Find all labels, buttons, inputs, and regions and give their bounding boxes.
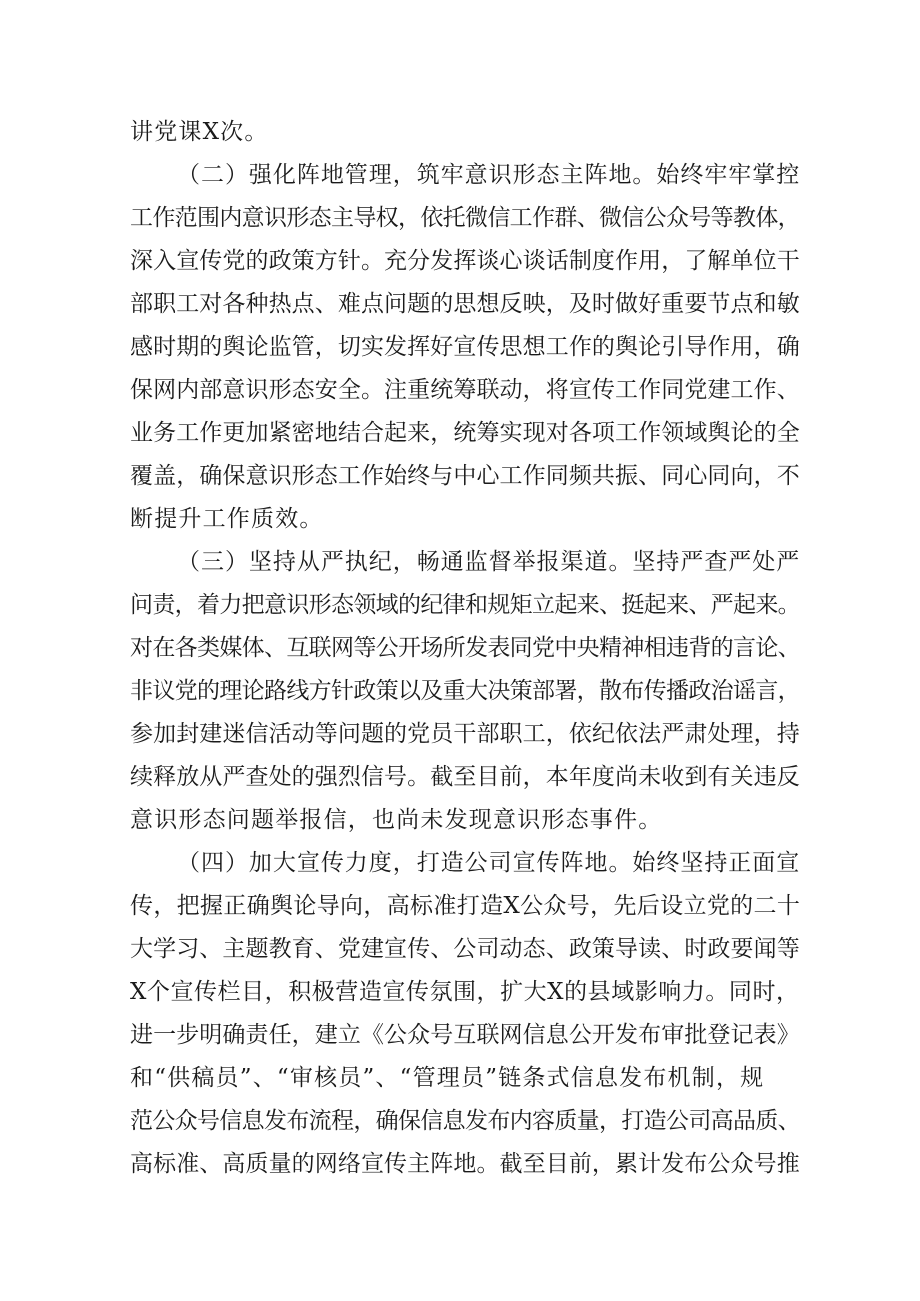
text-line: 大学习、主题教育、党建宣传、公司动态、政策导读、时政要闻等: [130, 936, 800, 962]
text-line: 保网内部意识形态安全。注重统筹联动，将宣传工作同党建工作、: [130, 377, 800, 403]
text-line: 对在各类媒体、互联网等公开场所发表同党中央精神相违背的言论、: [130, 635, 801, 661]
text-line: 续释放从严查处的强烈信号。截至目前，本年度尚未收到有关违反: [130, 764, 800, 790]
text-line: 问责，着力把意识形态领域的纪律和规矩立起来、挺起来、严起来。: [130, 592, 801, 618]
text-line: 和“供稿员”、“审核员”、“管理员”链条式信息发布机制，规: [130, 1065, 765, 1091]
paragraph-3-heading-line: （三）坚持从严执纪，畅通监督举报渠道。坚持严查严处严: [177, 549, 801, 575]
text-line: 范公众号信息发布流程，确保信息发布内容质量，打造公司高品质、: [130, 1108, 801, 1134]
text-line: 进一步明确责任，建立《公众号互联网信息公开发布审批登记表》: [130, 1022, 800, 1048]
text-line: 非议党的理论路线方针政策以及重大决策部署，散布传播政治谣言，: [130, 678, 801, 704]
text-line: 部职工对各种热点、难点问题的思想反映，及时做好重要节点和敏: [130, 291, 800, 317]
paragraph-4-heading-line: （四）加大宣传力度，打造公司宣传阵地。始终坚持正面宣: [177, 850, 801, 876]
text-line: 意识形态问题举报信，也尚未发现意识形态事件。: [130, 807, 663, 833]
text-line: 工作范围内意识形态主导权，依托微信工作群、微信公众号等教体，: [130, 205, 801, 231]
paragraph-2-heading-line: （二）强化阵地管理，筑牢意识形态主阵地。始终牢牢掌控: [177, 162, 801, 188]
text-line: 断提升工作质效。: [130, 506, 324, 532]
text-line: 传，把握正确舆论导向，高标准打造X公众号，先后设立党的二十: [130, 893, 801, 919]
text-line: 感时期的舆论监管，切实发挥好宣传思想工作的舆论引导作用，确: [130, 334, 800, 360]
text-line: X个宣传栏目，积极营造宣传氛围，扩大X的县域影响力。同时，: [130, 979, 800, 1005]
text-line: 高标准、高质量的网络宣传主阵地。截至目前，累计发布公众号推: [130, 1151, 800, 1177]
text-line: 业务工作更加紧密地结合起来，统筹实现对各项工作领域舆论的全: [130, 420, 800, 446]
text-line: 深入宣传党的政策方针。充分发挥谈心谈话制度作用，了解单位干: [130, 248, 800, 274]
text-line: 讲党课X次。: [130, 119, 269, 145]
text-line: 参加封建迷信活动等问题的党员干部职工，依纪依法严肃处理，持: [130, 721, 800, 747]
text-line: 覆盖，确保意识形态工作始终与中心工作同频共振、同心同向，不: [130, 463, 800, 489]
